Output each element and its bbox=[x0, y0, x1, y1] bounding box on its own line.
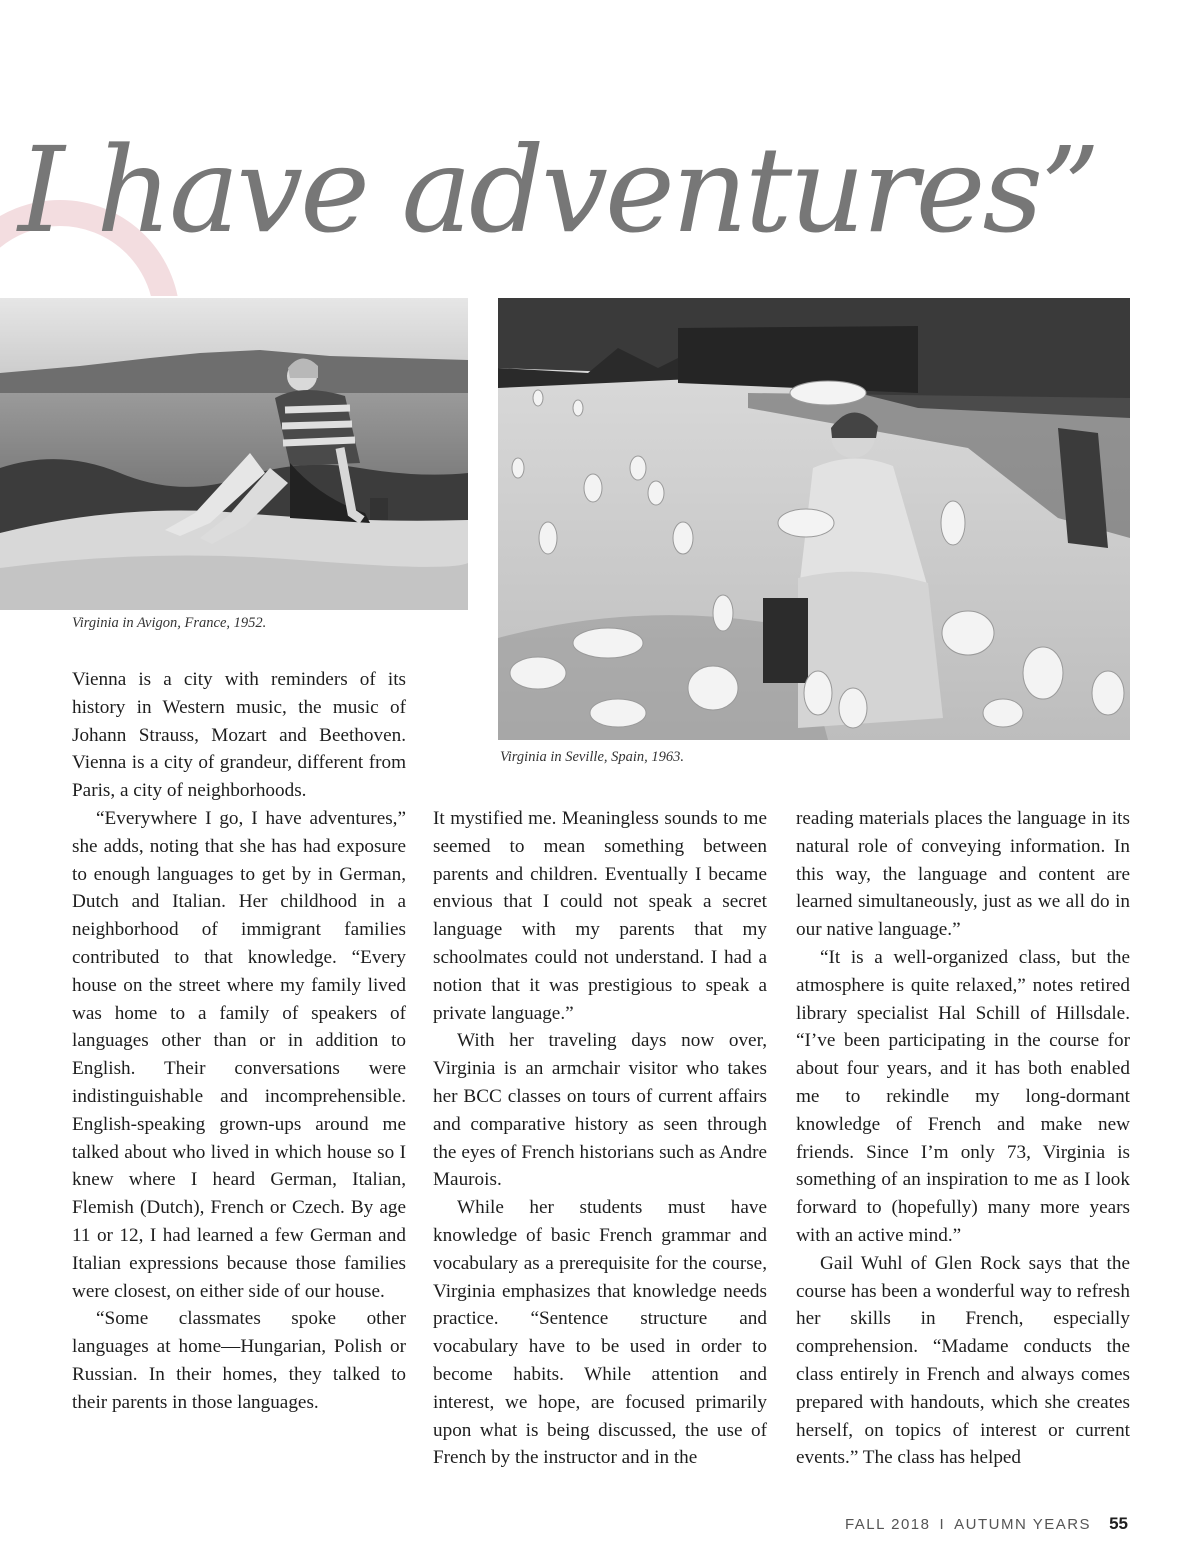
photo-caption: Virginia in Avigon, France, 1952. bbox=[72, 615, 267, 631]
paragraph: Vienna is a city with reminders of its history in Western music, the music of Johann Strauss, Mozart and Beethoven. Vienna is a city of grandeur, different from Paris, a city of neighborhoods. bbox=[72, 669, 406, 802]
article-column-2 bbox=[433, 805, 767, 1472]
paragraph: Gail Wuhl of Glen Rock says that the course has been a wonderful way to refresh her skills in French, especially comprehension. “Madame conducts the class entirely in French and always comes prepared with handouts, which she creates herself, on topics of interest or current events.” The class has helped bbox=[796, 1252, 1130, 1469]
paragraph: With her traveling days now over, Virginia is an armchair visitor who takes her BCC classes on tours of current affairs and comparative history as seen through the eyes of French historians such as Andre Maurois. bbox=[433, 1030, 767, 1191]
issue-label: FALL 2018 bbox=[844, 1516, 931, 1533]
paragraph: While her students must have knowledge of basic French grammar and vocabulary as a prerequisite for the course, Virginia emphasizes that knowledge needs practice. “Sentence structure and vocabulary have to be used in order to become habits. While attention and interest, we hope, are focused primarily upon what is being discussed, the use of French by the instructor and in the bbox=[433, 1197, 767, 1469]
page-footer bbox=[845, 1514, 1128, 1534]
paragraph: It mystified me. Meaningless sounds to me seemed to mean something between parents and children. Eventually I became envious that I could not speak a secret language with my parents that my schoolmates could not understand. I had a notion that it was prestigious to speak a private language.” bbox=[433, 808, 767, 1024]
photo-avignon bbox=[0, 298, 468, 610]
photo-seville bbox=[498, 298, 1130, 740]
photo-caption: Virginia in Seville, Spain, 1963. bbox=[500, 749, 685, 765]
paragraph: “Everywhere I go, I have adventures,” she adds, noting that she has had exposure to enough languages to get by in German, Dutch and Italian. Her childhood in a neighborhood of immigrant families contributed to that knowledge. “Every house on the street where my family lived was home to a family of speakers of languages other than or in addition to English. Their conversations were indistinguishable and incomprehensible. English-speaking grown-ups around me talked about who lived in which house so I knew where I heard German, Italian, Flemish (Dutch), French or Czech. By age 11 or 12, I had learned a few German and Italian expressions because those families were closest, on either side of our house. bbox=[72, 807, 406, 1302]
paragraph: reading materials places the language in its natural role of conveying information. In this way, the language and content are learned simultaneously, just as we all do in our native language.” bbox=[796, 808, 1130, 941]
photo-woman-sitting-by-river-icon bbox=[0, 298, 468, 610]
paragraph: “It is a well-organized class, but the atmosphere is quite relaxed,” notes retired library specialist Hal Schill of Hillsdale. “I’ve been participating in the course for about four years, and it has both enabled me to rekindle my long-dormant knowledge of French and make new friends. Since I’m only 73, Virginia is something of an inspiration to me as I look forward to (hopefully) many more years with an active mind.” bbox=[796, 946, 1130, 1246]
footer-separator: I bbox=[939, 1516, 946, 1533]
article-column-1 bbox=[72, 666, 406, 1417]
publication-name: AUTUMN YEARS bbox=[954, 1516, 1092, 1533]
photo-woman-with-pigeons-icon bbox=[498, 298, 1130, 740]
paragraph: “Some classmates spoke other languages at home—Hungarian, Polish or Russian. In their homes, they talked to their parents in those languages. bbox=[72, 1308, 406, 1413]
article-column-3 bbox=[796, 805, 1130, 1472]
headline: I have adventures” bbox=[18, 121, 1098, 259]
page-number: 55 bbox=[1109, 1514, 1128, 1533]
